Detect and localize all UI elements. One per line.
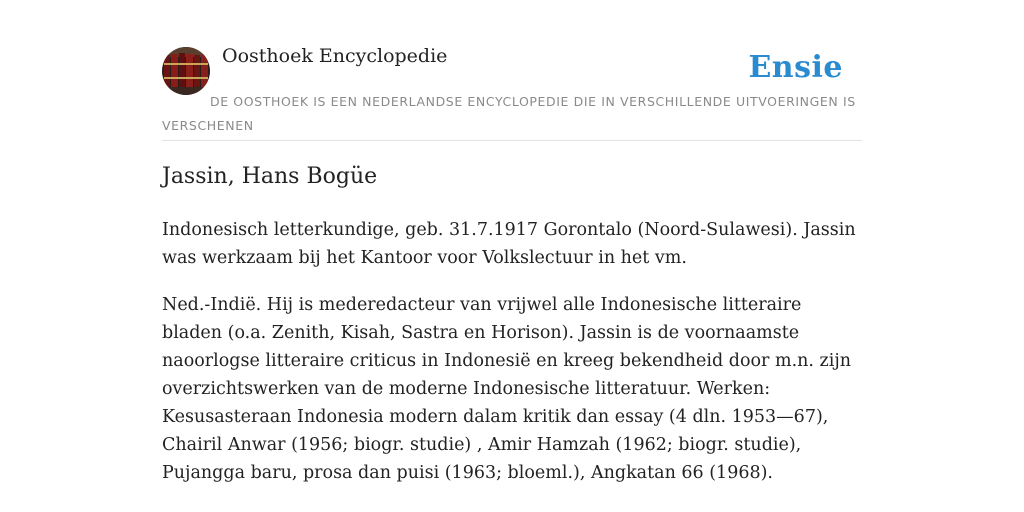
brand-logo[interactable]: Ensie (748, 50, 843, 85)
page (162, 0, 862, 483)
article-title: Jassin, Hans Bogüe (162, 164, 378, 189)
article-paragraph-1: Indonesisch letterkundige, geb. 31.7.1917 Gorontalo (Noord-Sulawesi). Jassin was werkzaam bij het Kantoor voor Volkslectuur in het vm. (162, 220, 856, 268)
site-tagline: DE OOSTHOEK IS EEN NEDERLANDSE ENCYCLOPEDIE DIE IN VERSCHILLENDE UITVOERINGEN IS VERSCHENEN (162, 94, 856, 133)
article-paragraph-2: Ned.-Indië. Hij is mederedacteur van vrijwel alle Indonesische litteraire bladen (o.a. Zenith, Kisah, Sastra en Horison). Jassin is de voornaamste naoorlogse litteraire criticus in Indonesië en kreeg bekendheid door m.n. zijn overzichtswerken van de moderne Indonesische litteratuur. Werken: Kesusasteraan Indonesia modern dalam kritik dan essay (4 dln. 1953—67), Chairil Anwar (1956; biogr. studie) , Amir Hamzah (1962; biogr. studie), Pujangga baru, prosa dan puisi (1963; bloeml.), Angkatan 66 (1968). (162, 295, 852, 483)
book-spines-icon (162, 47, 210, 95)
avatar[interactable] (162, 47, 210, 95)
header (162, 0, 862, 141)
site-title[interactable]: Oosthoek Encyclopedie (222, 45, 448, 67)
